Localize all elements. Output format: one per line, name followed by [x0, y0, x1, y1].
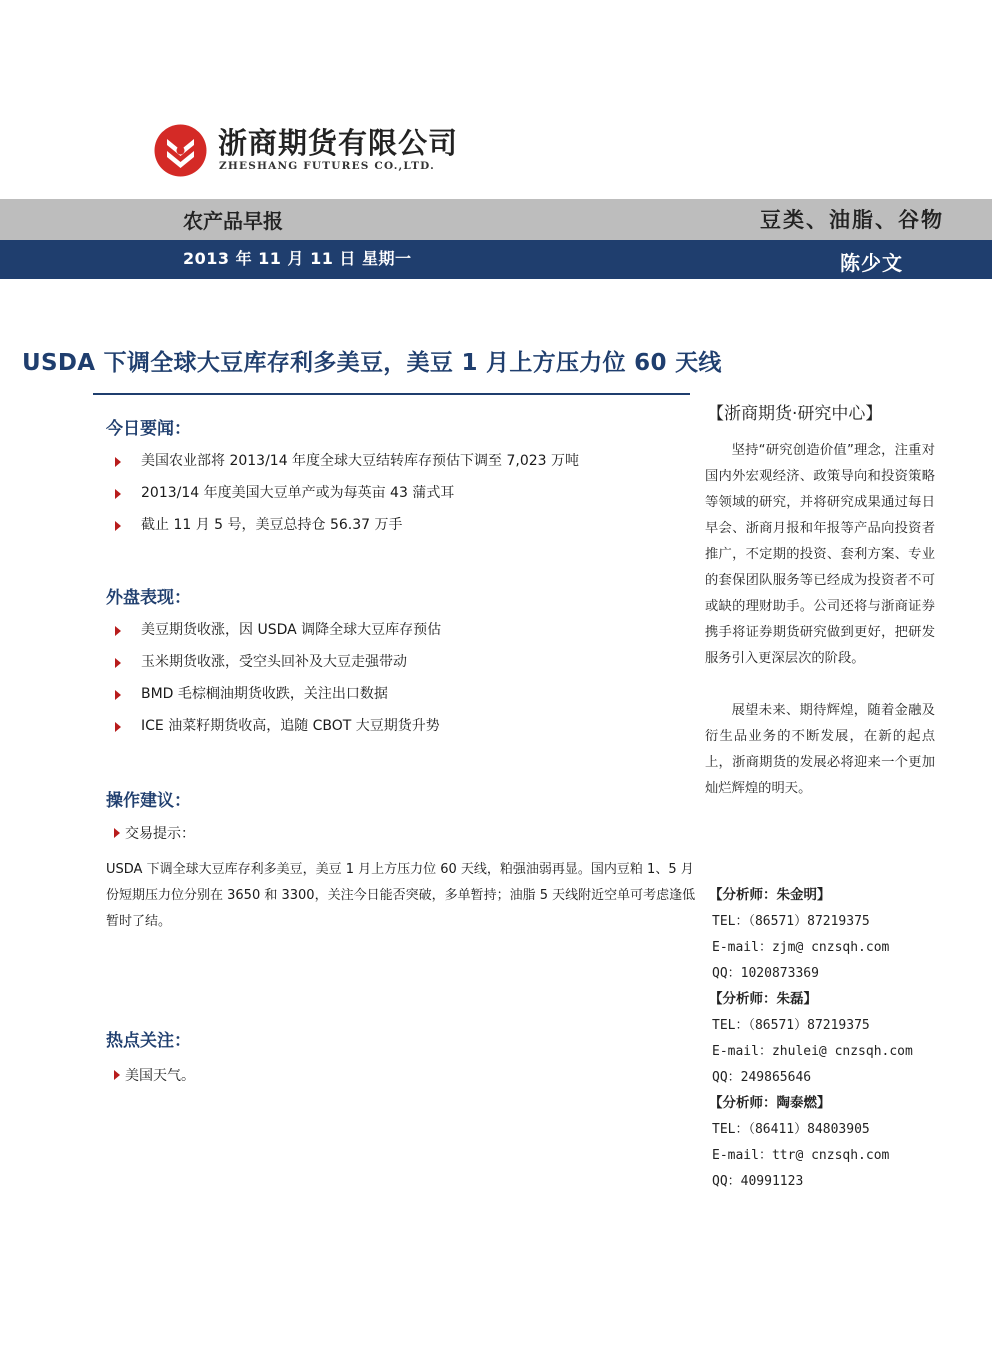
company-name-cn: 浙商期货有限公司 [218, 126, 459, 160]
sidebar-paragraph: 坚持“研究创造价值”理念，注重对国内外宏观经济、政策导向和投资策略等领域的研究，并将研究成果通过每日早会、浙商月报和年报等产品向投资者推广，不定期的投资、套利方案、专业的套保团队服务等已经成为投资者不可或缺的理财助手。公司还将与浙商证券携手将证券期货研究做到更好，把研发服务引入更深层次的阶段。 [705, 443, 935, 666]
news-section-title: 今日要闻： [106, 419, 191, 439]
bullet-arrow-icon [114, 828, 120, 838]
analyst-qq: QQ：1020873369 [712, 966, 819, 981]
bullet-arrow-icon [114, 1070, 120, 1080]
report-author: 陈少文 [840, 251, 903, 275]
sidebar-paragraph: 展望未来、期待辉煌，随着金融及衍生品业务的不断发展，在新的起点上，浙商期货的发展必将迎来一个更加灿烂辉煌的明天。 [705, 703, 935, 796]
report-type: 农产品早报 [183, 209, 283, 233]
analyst-name: 【分析师：朱金明】 [709, 887, 831, 903]
headline-divider [93, 393, 690, 395]
report-categories: 豆类、油脂、谷物 [760, 208, 944, 232]
analyst-email[interactable]: E-mail：ttr@ cnzsqh.com [712, 1148, 890, 1163]
hot-item: 美国天气。 [112, 1065, 195, 1085]
sidebar-title: 【浙商期货·研究中心】 [707, 404, 883, 424]
analyst-name: 【分析师：陶泰燃】 [709, 1095, 831, 1111]
bullet-arrow-icon [115, 489, 121, 499]
advice-text: USDA 下调全球大豆库存利多美豆，美豆 1 月上方压力位 60 天线，粕强油弱再显。国内豆粕 1、5 月份短期压力位分别在 3650 和 3300，关注今日能否突破，多单暂持；油脂 5 天线附近空单可考虑逢低暂时了结。 [106, 862, 696, 929]
news-item: 美国农业部将 2013/14 年度全球大豆结转库存预估下调至 7,023 万吨 [112, 448, 579, 480]
company-name-en: ZHESHANG FUTURES CO.,LTD. [219, 160, 435, 172]
market-item: BMD 毛棕榈油期货收跌，关注出口数据 [112, 681, 441, 713]
bullet-arrow-icon [115, 457, 121, 467]
hot-section-title: 热点关注： [106, 1031, 191, 1051]
headline: USDA 下调全球大豆库存利多美豆，美豆 1 月上方压力位 60 天线 [22, 350, 722, 376]
company-logo-icon [153, 123, 208, 178]
bullet-arrow-icon [115, 521, 121, 531]
news-list [112, 448, 579, 544]
bullet-arrow-icon [115, 658, 121, 668]
analyst-email[interactable]: E-mail：zhulei@ cnzsqh.com [712, 1044, 913, 1059]
advice-section-title: 操作建议： [106, 791, 191, 811]
market-section-title: 外盘表现： [106, 588, 191, 608]
bullet-arrow-icon [115, 722, 121, 732]
analyst-qq: QQ：40991123 [712, 1174, 804, 1189]
bullet-arrow-icon [115, 626, 121, 636]
analyst-tel: TEL：（86571）87219375 [712, 914, 870, 929]
analyst-email[interactable]: E-mail：zjm@ cnzsqh.com [712, 940, 890, 955]
bullet-arrow-icon [115, 690, 121, 700]
market-item: 玉米期货收涨，受空头回补及大豆走强带动 [112, 649, 441, 681]
market-list [112, 617, 441, 745]
news-item: 2013/14 年度美国大豆单产或为每英亩 43 蒲式耳 [112, 480, 579, 512]
trade-tip-label: 交易提示： [112, 823, 195, 843]
market-item: ICE 油菜籽期货收高，追随 CBOT 大豆期货升势 [112, 713, 441, 745]
analyst-name: 【分析师：朱磊】 [709, 991, 817, 1007]
analyst-tel: TEL：（86571）87219375 [712, 1018, 870, 1033]
analyst-tel: TEL：（86411）84803905 [712, 1122, 870, 1137]
analyst-qq: QQ：249865646 [712, 1070, 812, 1085]
market-item: 美豆期货收涨，因 USDA 调降全球大豆库存预估 [112, 617, 441, 649]
report-date: 2013 年 11 月 11 日 星期一 [183, 249, 412, 268]
news-item: 截止 11 月 5 号，美豆总持仓 56.37 万手 [112, 512, 579, 544]
